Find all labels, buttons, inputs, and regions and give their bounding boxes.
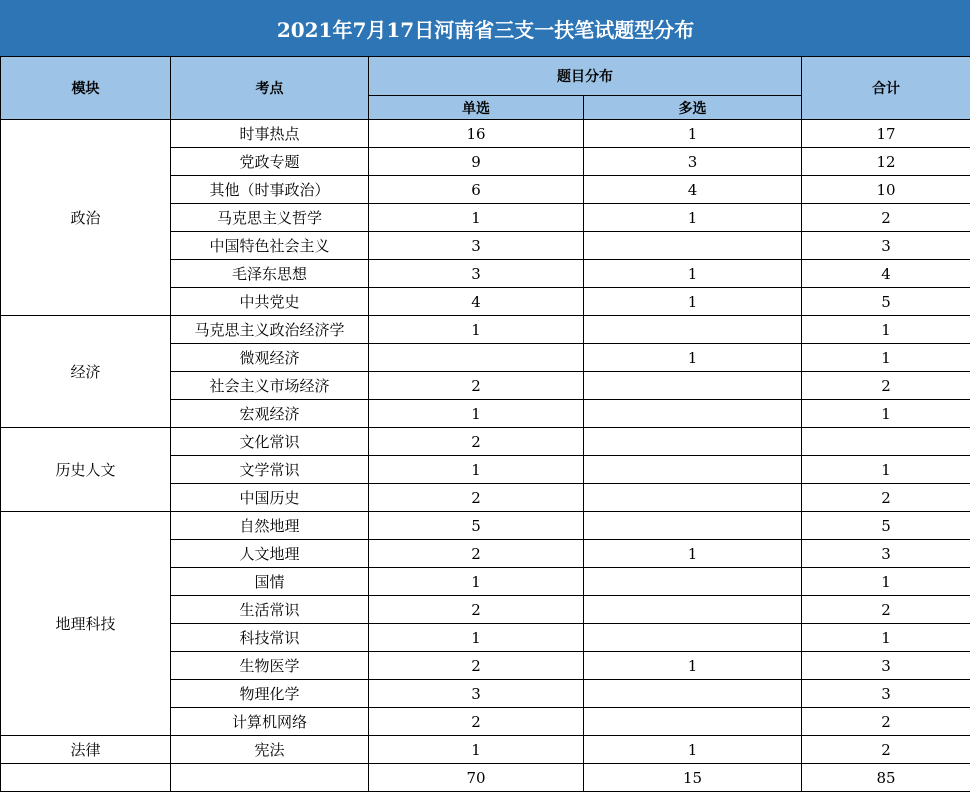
title-row bbox=[1, 1, 970, 57]
module-cell: 政治 bbox=[1, 120, 171, 316]
header-row bbox=[1, 57, 970, 96]
single-choice-cell: 3 bbox=[369, 680, 584, 708]
single-choice-cell: 3 bbox=[369, 260, 584, 288]
topic-cell: 中共党史 bbox=[171, 288, 369, 316]
single-choice-cell: 2 bbox=[369, 596, 584, 624]
single-choice-cell: 3 bbox=[369, 232, 584, 260]
topic-cell: 生物医学 bbox=[171, 652, 369, 680]
topic-cell: 社会主义市场经济 bbox=[171, 372, 369, 400]
table-row bbox=[1, 736, 970, 764]
single-choice-cell bbox=[369, 344, 584, 372]
multi-choice-cell: 1 bbox=[584, 120, 802, 148]
total-cell: 17 bbox=[802, 120, 970, 148]
multi-choice-cell bbox=[584, 316, 802, 344]
single-choice-cell: 2 bbox=[369, 372, 584, 400]
total-cell: 2 bbox=[802, 372, 970, 400]
total-cell: 2 bbox=[802, 736, 970, 764]
header-total: 合计 bbox=[802, 57, 970, 120]
table-row bbox=[1, 512, 970, 540]
topic-cell: 文学常识 bbox=[171, 456, 369, 484]
module-cell: 地理科技 bbox=[1, 512, 171, 736]
topic-cell: 微观经济 bbox=[171, 344, 369, 372]
multi-choice-cell: 1 bbox=[584, 736, 802, 764]
single-choice-cell: 1 bbox=[369, 316, 584, 344]
total-cell: 4 bbox=[802, 260, 970, 288]
table-title: 2021年7月17日河南省三支一扶笔试题型分布 bbox=[1, 1, 970, 57]
multi-choice-cell bbox=[584, 624, 802, 652]
multi-choice-cell bbox=[584, 680, 802, 708]
multi-choice-cell: 3 bbox=[584, 148, 802, 176]
single-choice-cell: 6 bbox=[369, 176, 584, 204]
totals-topic-cell bbox=[171, 764, 369, 792]
single-choice-cell: 2 bbox=[369, 708, 584, 736]
single-choice-cell: 2 bbox=[369, 484, 584, 512]
single-choice-cell: 1 bbox=[369, 624, 584, 652]
topic-cell: 时事热点 bbox=[171, 120, 369, 148]
multi-choice-cell: 1 bbox=[584, 260, 802, 288]
single-choice-cell: 16 bbox=[369, 120, 584, 148]
multi-choice-cell bbox=[584, 512, 802, 540]
multi-choice-cell bbox=[584, 372, 802, 400]
total-cell: 3 bbox=[802, 680, 970, 708]
header-single-choice: 单选 bbox=[369, 96, 584, 120]
multi-choice-cell: 1 bbox=[584, 540, 802, 568]
module-cell: 历史人文 bbox=[1, 428, 171, 512]
single-choice-cell: 1 bbox=[369, 400, 584, 428]
topic-cell: 宪法 bbox=[171, 736, 369, 764]
single-choice-cell: 2 bbox=[369, 428, 584, 456]
single-choice-cell: 1 bbox=[369, 456, 584, 484]
multi-choice-cell bbox=[584, 484, 802, 512]
single-choice-cell: 2 bbox=[369, 652, 584, 680]
total-cell: 1 bbox=[802, 456, 970, 484]
total-cell: 3 bbox=[802, 232, 970, 260]
multi-choice-cell: 1 bbox=[584, 652, 802, 680]
total-cell: 2 bbox=[802, 708, 970, 736]
topic-cell: 毛泽东思想 bbox=[171, 260, 369, 288]
total-cell: 2 bbox=[802, 204, 970, 232]
totals-module-cell bbox=[1, 764, 171, 792]
header-distribution: 题目分布 bbox=[369, 57, 802, 96]
module-cell: 经济 bbox=[1, 316, 171, 428]
header-module: 模块 bbox=[1, 57, 171, 120]
topic-cell: 物理化学 bbox=[171, 680, 369, 708]
total-cell: 3 bbox=[802, 540, 970, 568]
total-cell: 2 bbox=[802, 596, 970, 624]
multi-choice-cell bbox=[584, 456, 802, 484]
topic-cell: 科技常识 bbox=[171, 624, 369, 652]
total-cell bbox=[802, 428, 970, 456]
topic-cell: 马克思主义政治经济学 bbox=[171, 316, 369, 344]
header-topic: 考点 bbox=[171, 57, 369, 120]
multi-choice-cell: 1 bbox=[584, 344, 802, 372]
total-cell: 1 bbox=[802, 624, 970, 652]
module-cell: 法律 bbox=[1, 736, 171, 764]
totals-multi-cell: 15 bbox=[584, 764, 802, 792]
topic-cell: 中国历史 bbox=[171, 484, 369, 512]
topic-cell: 人文地理 bbox=[171, 540, 369, 568]
topic-cell: 自然地理 bbox=[171, 512, 369, 540]
single-choice-cell: 5 bbox=[369, 512, 584, 540]
topic-cell: 文化常识 bbox=[171, 428, 369, 456]
totals-row bbox=[1, 764, 970, 792]
total-cell: 1 bbox=[802, 344, 970, 372]
table-row bbox=[1, 428, 970, 456]
multi-choice-cell bbox=[584, 232, 802, 260]
total-cell: 2 bbox=[802, 484, 970, 512]
total-cell: 10 bbox=[802, 176, 970, 204]
total-cell: 3 bbox=[802, 652, 970, 680]
topic-cell: 生活常识 bbox=[171, 596, 369, 624]
grand-total-cell: 85 bbox=[802, 764, 970, 792]
topic-cell: 计算机网络 bbox=[171, 708, 369, 736]
multi-choice-cell: 1 bbox=[584, 288, 802, 316]
total-cell: 12 bbox=[802, 148, 970, 176]
total-cell: 1 bbox=[802, 316, 970, 344]
topic-cell: 中国特色社会主义 bbox=[171, 232, 369, 260]
topic-cell: 马克思主义哲学 bbox=[171, 204, 369, 232]
multi-choice-cell bbox=[584, 708, 802, 736]
multi-choice-cell bbox=[584, 596, 802, 624]
table-row bbox=[1, 316, 970, 344]
total-cell: 5 bbox=[802, 288, 970, 316]
multi-choice-cell bbox=[584, 428, 802, 456]
topic-cell: 党政专题 bbox=[171, 148, 369, 176]
table-row bbox=[1, 120, 970, 148]
topic-cell: 其他（时事政治） bbox=[171, 176, 369, 204]
single-choice-cell: 4 bbox=[369, 288, 584, 316]
table-body bbox=[1, 120, 970, 792]
header-multi-choice: 多选 bbox=[584, 96, 802, 120]
total-cell: 5 bbox=[802, 512, 970, 540]
single-choice-cell: 1 bbox=[369, 204, 584, 232]
total-cell: 1 bbox=[802, 400, 970, 428]
topic-cell: 宏观经济 bbox=[171, 400, 369, 428]
single-choice-cell: 2 bbox=[369, 540, 584, 568]
multi-choice-cell: 1 bbox=[584, 204, 802, 232]
single-choice-cell: 1 bbox=[369, 736, 584, 764]
topic-cell: 国情 bbox=[171, 568, 369, 596]
multi-choice-cell bbox=[584, 568, 802, 596]
multi-choice-cell bbox=[584, 400, 802, 428]
single-choice-cell: 9 bbox=[369, 148, 584, 176]
single-choice-cell: 1 bbox=[369, 568, 584, 596]
multi-choice-cell: 4 bbox=[584, 176, 802, 204]
total-cell: 1 bbox=[802, 568, 970, 596]
totals-single-cell: 70 bbox=[369, 764, 584, 792]
